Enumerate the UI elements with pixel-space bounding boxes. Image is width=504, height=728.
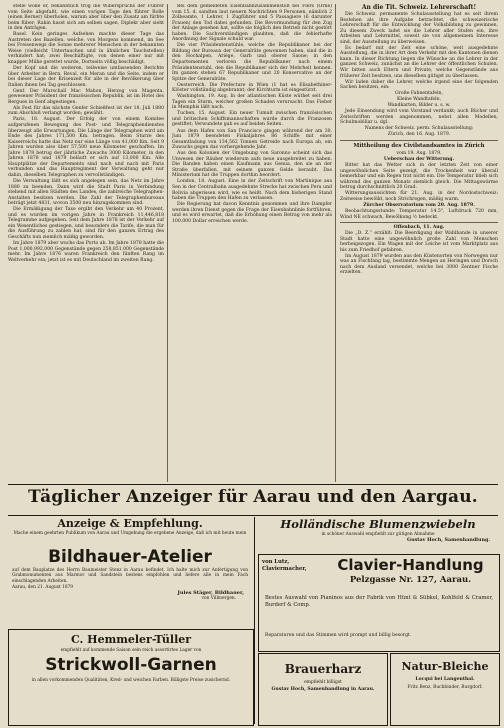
- ad-text: in schöner Auswahl empfiehlt zur gütigen Abnahme: [321, 532, 435, 537]
- signature-line: Namens der Schweiz. perm. Schulausstellung:: [364, 126, 474, 132]
- ad-text: Reparaturen und das Stimmen wird prompt und billig besorgt.: [265, 633, 412, 638]
- section-heading: An die Tit. Schweiz. Lehrerschaft!: [361, 4, 477, 11]
- article-paragraph: Jede Einsendung wird vom Vorstand verdankt; auch Bücher und Zeitschriften werden angenommen, nebst allen Modellen, Schulmobiliar u. dgl.: [340, 109, 498, 126]
- article-paragraph: Tuchen, 15. August. Ein neuer Tumult zwischen französischen und britischen Schiffsmannschaften wurde durch die Franzosen gestiftet; Verwundete gab es auf beiden Seiten.: [172, 111, 332, 128]
- section-subheading: vom 19. Aug. 1879.: [396, 151, 442, 157]
- column-2: [172, 4, 332, 482]
- article-paragraph: Im Jahre 1879 aber wuchs das Porto ab. Im Jahre 1878 hatte die Post 1,000,992,000 Gegenstände gegen 258,851,000 Gegenstände mehr. Im Jahre 1876 waren Frankreich den fünften Rang im Weltverkehr ein; jetzt ist es mit Deutschland im zweiten Rang.: [8, 240, 164, 263]
- dateline: Zürich, den 16. Aug. 1879.: [387, 132, 451, 138]
- section-subheading: Offenbach, 11. Aug.: [393, 225, 445, 231]
- ad-brauerharz: [258, 653, 388, 726]
- ad-signature: Gustav Hoch, Samenhandlung in Aarau.: [271, 687, 375, 693]
- ad-clavier: [258, 554, 500, 652]
- ad-text: auf dem Bauplatze des Herrn Baumeister Stenz in Aarau befindet. Ich halte mich zur Anfertigung von Grabmonumenten aus Marmor und Sandstein bestens empfohlen und liefere alle in mein Fach einschlagenden Arbeiten.: [12, 568, 248, 584]
- article-paragraph: London, 18. August. Eine in der Zeitschrift von Martinique aus Sen in der Centralbahn ausgedehnte Strecke hat zwischen Peru und Bolivia abgerissen wird, wie es heißt. Nach dem bisherigen Stand haben die Truppen den Hafen zu verlassen.: [172, 179, 332, 202]
- article-paragraph: Basel. Kein geringes Aufsehen machte dieser Tage das Austreten des Bazellen, welche, von Morgens kommend, im See bei Freisenwegs die Sonne mehrerer Menschen in der bekannten Weise (vielleicht Untertauchen und in ähnlichen Tauchstellen) verhindert hat; zwei Beschäftigte, von denen einer nur mit knapper Mühe gerettet wurde, Dortseits völlig beschädigt.: [8, 32, 164, 65]
- ad-naturbleiche: [390, 653, 500, 726]
- ad-text: Mache einem geehrten Publikum von Aarau und Umgebung die ergebene Anzeige, daß ich mit heute mein: [13, 531, 247, 536]
- list-item: Wandkarten, Bilder u. s. w.: [387, 103, 451, 109]
- ad-title: Clavier-Handlung: [337, 556, 484, 574]
- column-1: [8, 4, 164, 482]
- article-paragraph: Genf. Der Marschall Mac Mahon, Herzog von Magenta, gewesener Präsident der französischen Republik, ist im Hotel des Bergues in Genf abgestiegen.: [8, 88, 164, 105]
- ad-bildhauer: [8, 547, 252, 625]
- ad-text: Bestes Auswahl von Pianinos aus der Fabrik von Hünt & Sübkel, Kohlfeld & Cramer, Burderf & Comp.: [265, 595, 493, 608]
- section-subheading: Zürcher Observatorium vom 20. Aug. 1879.: [363, 202, 475, 208]
- ad-text: empfiehlt billigst: [304, 680, 342, 685]
- ad-signature: von Villmergen.: [201, 596, 236, 602]
- article-paragraph: Oesterreich. Die Prefecture in Wien (1 hat es Elisabethiner-Klöster vollständig abgebrannt; der Kirchturm ist eingestürzt.: [172, 82, 332, 94]
- article-paragraph: Die Schweiz. permanente Schulausstellung hat es seit ihrem Bestehen als ihre Aufgabe betrachtet, die schweizerische Lehrerschaft für die Entwicklung der Volksbildung zu gewinnen. Zu diesem Zweck ladet sie die Lehrer aller Stufen ein, ihre Arbeiten und Lehrmittel, soweit sie von allgemeinem Interesse sind, der Ausstellung zu überweisen.: [340, 12, 498, 45]
- article-paragraph: Die Verwaltung läßt es sich angelegen sein, das Netz im Jahre 1880 zu beenden. Dann wird die Stadt Paris in Verbindung stehend mit allen Städten des Landes, die zahlreiche Telegraphen-Anstalten besitzen werden. Die Zahl der Telegraphenbureaus beträgt jetzt 4831, wovon 3500 neu hinzugekommen sind.: [8, 178, 164, 207]
- ad-date: Aarau, den 21. August 1879: [12, 584, 74, 590]
- ad-title: Holländische Blumenzwiebeln: [280, 517, 476, 531]
- article-paragraph: stelle wolle er, bekanntlich trog die Wiberspruchs der Führer vom Seite abgefaßt, wie einen vorigen Tage den führer Rolle (einen Berner) überholen, warum aber über den Zusatz am fürbte beim füber; Rakin hasst sich am selben sagen, Diplekr aber sieht in den Anträgen.: [8, 4, 164, 32]
- article-paragraph: Es bedarf mit der Zeit eine schöne, weit ausgedehnte Ausstellung, die in ihrer Art dem Verkehr mit den Kantonen dienen kann. In dieser Richtung liegen die Wünsche an die Lehrer in der ganzen Schweiz, zunächst an die Lehrer der öffentlichen Schulen. Wir bitten auch Eltern und Private, welche Gegenstände aus früherer Zeit besitzen, uns dieselben gütigst zu überlassen.: [340, 45, 498, 79]
- article-paragraph: Die Ermäßigung der Taxe ergibt den Verkehr um 40 Prozent, und es wurden im vorigen Jahre in Frankreich 11,446,818 Telegramme aufgegeben. Seit dem Jahre 1878 ist der Verkehr auf ein Wesentliches gestiegen, und besonders die Tarife, die man für die Ausführung zu zahlen hat, sind für den ganzen Ertrag des Geschäfts nun ziemlich mäßig geworden.: [8, 207, 164, 240]
- ad-signature: Gustav Hoch, Samenhandlung.: [407, 537, 490, 544]
- article-paragraph: Beobachtungsstunde: Temperatur 14.5°, Luftdruck 720 mm, Wind NE schwach, Bewölkung ½ bedeckt.: [340, 209, 498, 220]
- divider: [340, 222, 498, 223]
- anzeiger-banner: [8, 484, 498, 516]
- article-paragraph: Aus den Kolonien der Umgebung von Saronno scheint sich das Unwesen der Räuber wiederum aufs neue ausgebreitet zu haben. Die Banden haben einen Kaufmann aus Genua, den sie an der Straße überfallen, mit seinem ganzen Gelde beraubt. Das Ministerium hat die Truppen dorthin beordert.: [172, 151, 332, 179]
- article-paragraph: Washington, 19. Aug. In der atlantischen Küste wüthet seit drei Tagen ein Sturm, welcher großen Schaden verursacht. Das Fieber in Memphis läßt nach.: [172, 94, 332, 111]
- ad-blumenzwiebeln: [258, 517, 498, 551]
- article-paragraph: Als Fest für das nächste Genfer Schießfest ist der 18. Juli 1880 zum Abschluß verlangt worden; gewählt.: [8, 105, 164, 117]
- article-paragraph: Im August 1879 wurden aus den Küstenorten von Norwegen nur was an Fischfang lag, bestimmte Mengen an Heringen und Dorsch nach dem Ausland versendet, welche bei 3000 Zentner Fische erzielten.: [340, 253, 498, 276]
- article-paragraph: Die Regierung hat davon Kenntnis genommen und ihre Dampfer werden ihren Dienst gegen die Frage der Eisenbahnlinie fortführen, und es wird erwartet, daß die Erhöhung einen Betrag von mehr als 100,000 Dollar erreichen werde.: [172, 202, 332, 224]
- ad-divider: [254, 517, 255, 724]
- ad-signature: Fritz Benz, Buchbinder, Burgdorf.: [407, 685, 483, 690]
- ad-title: Bildhauer-Atelier: [48, 547, 212, 567]
- ad-title: C. Hemmeler-Tüller: [70, 633, 192, 646]
- article-paragraph: Die vier Präsidentenstühle, welche die Republikaner bei der Bildung der Bureaux der Generalräte gewonnen haben, sind die in den Hochalpen, Ariège, Garb und oberer Saone; in den Departementen verloren die Republikaner nach einem Präsidentenstuhl, den die Republikaner sich der Mehrheit kennen. Im ganzen stehen 67 Republikaner und 20 Konservative an der Spitze der Generalräte.: [172, 43, 332, 82]
- ad-text: in allen vorkommenden Qualitäten, Kred- und weichen Farben. Billigste Preise zusichernd.: [31, 678, 231, 684]
- ad-text: Locqui bei Langenthal.: [415, 677, 475, 682]
- section-subheading: Ueberschau der Witterung.: [383, 157, 455, 163]
- article-paragraph: Bitter hat das Wetter sich in der letzten Zeit von einer ungewöhnlichen Seite gezeigt, die Trockenheit war überall bemerkbar und ein Regen trat nicht ein. Die Temperatur blieb sich während des ganzen Monats ziemlich gleich. Die Mittagswärme betrug durchschnittlich 20 Grad.: [340, 163, 498, 191]
- ad-title: Anzeige & Empfehlung.: [57, 517, 203, 530]
- ad-address: Pelzgasse Nr. 127, Aarau.: [349, 575, 472, 585]
- ad-title: Natur-Bleiche: [401, 660, 489, 673]
- list-item: Große Fahnentafeln,: [395, 91, 443, 97]
- article-paragraph: Bei dem gemeldeten Eisenbahnzusammenstoß bei Flers (Orne) vom 15. d. sandten laut neuern Nachrichten 9 Personen, nämlich 2 Zolbeamte, 1 Lehrer, 1 Zugführer und 5 Passagiere (6 darunter Frauen) den Tod dabei gefunden. Die Bevormundung für den Zug der Anlage gesehen hat, sollte sie folglich den Betrieb nicht gestört haben. Die Sachverständigen glaubten, daß die fehlerhafte Anordnung der Signale schuld war.: [172, 4, 332, 43]
- column-divider: [167, 4, 168, 482]
- article-paragraph: Der Kopf und die weiteren, teilweise umfassenden Berichte über Arbeiter in Bern, Reval, ein Meran und die Seite, indem er bei dieser Lage der Krisenzeit für alle in der Bevölkerung über Italien ihnen bei Tag geschlossen.: [8, 66, 164, 88]
- ad-text: empfiehlt auf kommende Saison sein reich assortirtes Lager von: [60, 648, 202, 653]
- article-paragraph: Paris, 18. August. Der Erfolg der von einem Komitee aufgerufenen Bewegung des Post- und Telegraphendienstes überzeugt alle Erwartungen. Die Länge der Telegraphen wird am Ende des Jahres 171,500 Km. betragen. Beim Sturze des Kaiserreichs hatte das Netz nur eine Länge von 41,000 Km. Seit 9 Jahren wurden also über 57,500 neue Kilometer geschaffen. Im Jahre 1878 betrug der jährliche Zuwachs 3000 Kilometer, in den Jahren 1878 und 1879 beläuft er sich auf 13,000 Km. Alle Hauptplätze der Departements sind nach und nach mit Paris verbunden und das Hauptregiment der Verwaltung geht nur dahin, dieselben Telegraphen zu vervollständigen.: [8, 117, 164, 178]
- column-divider: [335, 4, 336, 482]
- column-3: [340, 4, 498, 482]
- divider: [340, 140, 498, 141]
- ad-title: Strickwoll-Garnen: [45, 655, 217, 676]
- ad-text: von Lutz, Claviermacher,: [262, 559, 307, 572]
- article-paragraph: Aus dem Hafen von San Francisco gingen während der am 30. Juni 1879 beendeten Fiskaljahres 86 Schiffe mit einer Gesamtladung von 134,562 Tonnen Getreide nach Europa ab, ein Zuwachs gegen das vorhergehende Jahr.: [172, 128, 332, 151]
- list-item: Kleine Wandtafeln,: [396, 97, 442, 103]
- ad-announcement: [8, 517, 252, 547]
- banner-title: Täglicher Anzeiger für Aarau und den Aargau.: [28, 487, 478, 507]
- article-paragraph: Wir laden daher die Lehrer, welche irgend eine der folgenden Sachen besitzen, ein:: [340, 79, 498, 91]
- section-heading: Mittheilung des Civilstandsamtes in Zürich: [353, 143, 485, 150]
- ad-signature: Jules Stäger, Bildhauer,: [177, 590, 244, 597]
- ad-title: Brauerharz: [284, 662, 362, 676]
- article-paragraph: Witterungsaussichten für 21. Aug. in der Nordostschweiz: Zeitweise bewölkt, noch Strichregen, mäßig warm.: [340, 191, 498, 202]
- ad-hemmeler: [8, 629, 254, 726]
- article-paragraph: Die „D. Z.“ erzählt: Die Beerdigung der Wahlbande in unserer Stadt hatte eine ungewöhnlich große Zahl von Menschen herbeigezogen. Ein Wagen mit der Leiche ist vom Marktplatz aus bis zum Friedhof gefahren.: [340, 231, 498, 253]
